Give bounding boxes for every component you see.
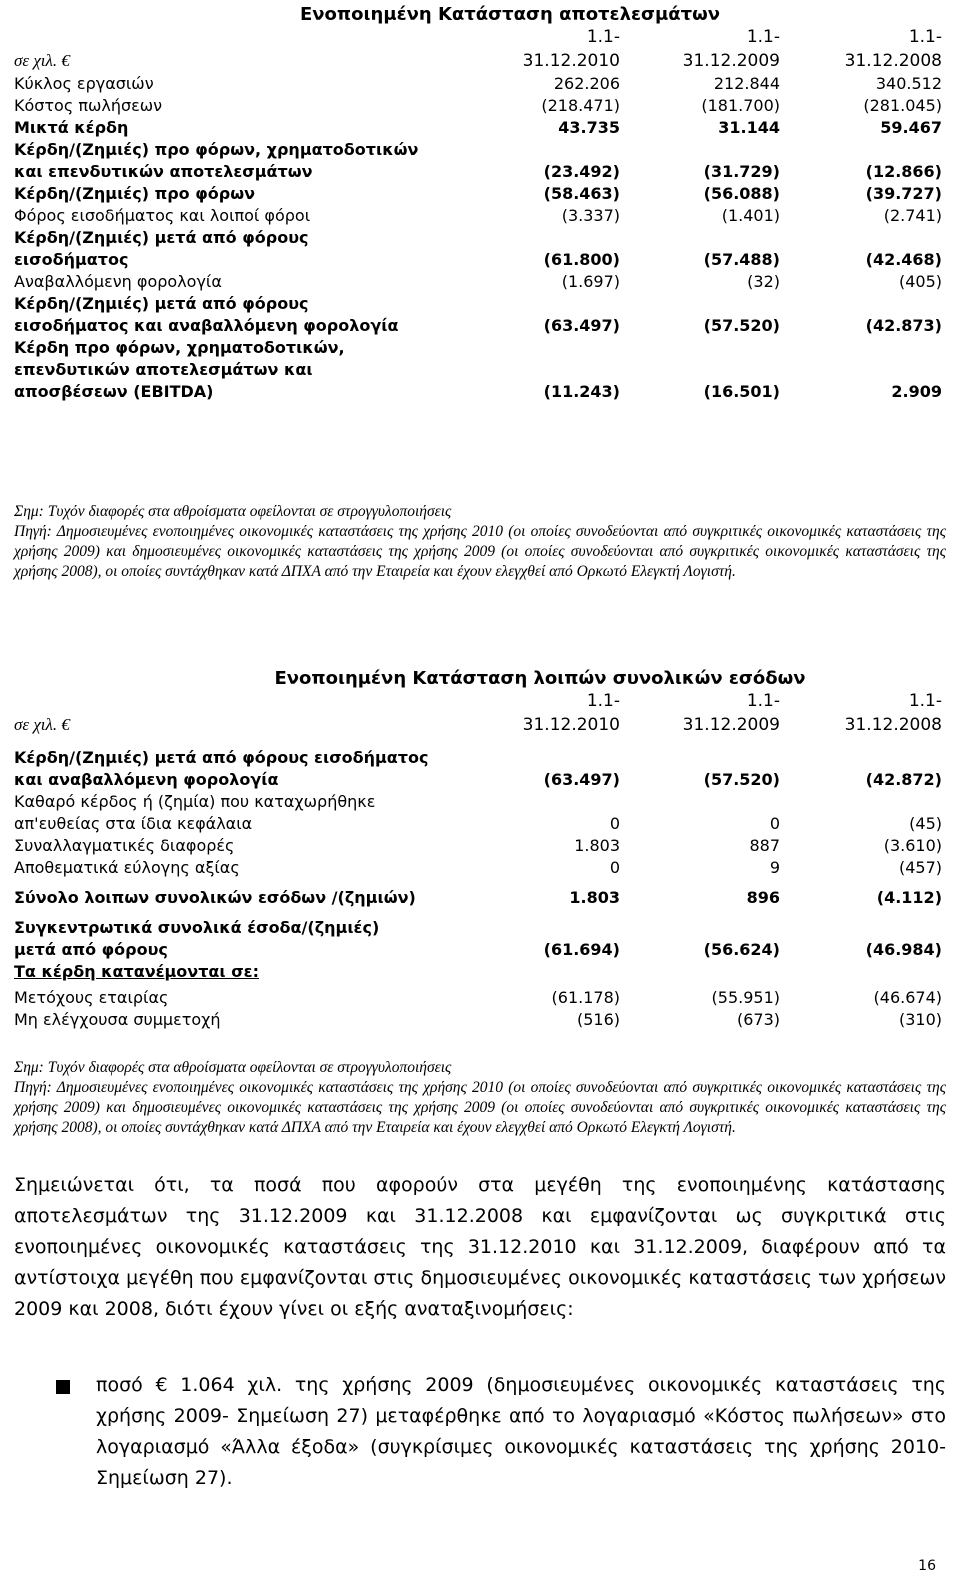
cell-value: 896 [746, 888, 780, 907]
row-label: Μη ελέγχουσα συμμετοχή [14, 1010, 221, 1029]
cell-value: (42.872) [865, 770, 942, 789]
income-statement-notes [14, 502, 946, 582]
row-label: Κέρδη/(Ζημιές) μετά από φόρους εισοδήματος [14, 228, 309, 269]
cell-value: 212.844 [713, 74, 780, 93]
cell-value: (12.866) [865, 162, 942, 181]
cell-value: 59.467 [880, 118, 942, 137]
table-row [14, 909, 946, 961]
table-row [14, 95, 946, 117]
cell-value: (31.729) [703, 162, 780, 181]
column-header: 1.1- 31.12.2009 [682, 691, 780, 735]
table-row [14, 227, 946, 271]
cell-value: (673) [736, 1010, 780, 1029]
header-row [14, 25, 946, 73]
cell-value: (56.624) [703, 940, 780, 959]
row-label: Καθαρό κέρδος ή (ζημία) που καταχωρήθηκε απ'ευθείας στα ίδια κεφάλαια [14, 792, 376, 833]
comprehensive-income-notes [14, 1058, 946, 1138]
cell-value: (61.694) [543, 940, 620, 959]
row-label: Κέρδη προ φόρων, χρηματοδοτικών, επενδυτικών αποτελεσμάτων και αποσβέσεων (EBITDA) [14, 338, 345, 401]
cell-value: 1.803 [574, 836, 620, 855]
rounding-note: Σημ: Τυχόν διαφορές στα αθροίσματα οφείλονται σε στρογγυλοποιήσεις [14, 503, 452, 520]
row-label: Κέρδη/(Ζημιές) προ φόρων [14, 184, 256, 203]
row-label: Συγκεντρωτικά συνολικά έσοδα/(ζημιές) μετά από φόρους [14, 918, 380, 959]
cell-value: (405) [898, 272, 942, 291]
cell-value: (42.468) [865, 250, 942, 269]
cell-value: (1.401) [721, 206, 780, 225]
table-row [14, 271, 946, 293]
header-row [14, 689, 946, 737]
bullet-text: ποσό € 1.064 χιλ. της χρήσης 2009 (δημοσιευμένες οικονομικές καταστάσεις της χρήσης 2009- Σημείωση 27) μεταφέρθηκε από το λογαριασμό «Κόστος πωλήσεων» στο λογαριασμό «Άλλα έξοδα» (συγκρίσιμες οικονομικές καταστάσεις της χρήσης 2010- Σημείωση 27). [96, 1374, 946, 1489]
table-row [14, 337, 946, 403]
cell-value: (63.497) [543, 770, 620, 789]
source-note: Πηγή: Δημοσιευμένες ενοποιημένες οικονομικές καταστάσεις της χρήσης 2010 (οι οποίες συνοδεύονται από συγκριτικές οικονομικές καταστάσεις της χρήσης 2009) και δημοσιευμένες οικονομικές καταστάσεις της χρήσης 2009 (οι οποίες συνοδεύονται από συγκριτικές οικονομικές καταστάσεις της χρήσης 2008), οι οποίες συντάχθηκαν κατά ΔΠΧΑ από την Εταιρεία και έχουν ελεγχθεί από Ορκωτό Ελεγκτή Λογιστή. [14, 1079, 946, 1136]
row-label: Φόρος εισοδήματος και λοιποί φόροι [14, 206, 311, 225]
cell-value: (57.520) [703, 770, 780, 789]
column-header: 1.1- 31.12.2009 [682, 27, 780, 71]
table-row [14, 73, 946, 95]
table-row [14, 293, 946, 337]
cell-value: (16.501) [703, 382, 780, 401]
table-row [14, 835, 946, 857]
page-number: 16 [918, 1558, 936, 1574]
income-statement-title: Ενοποιημένη Κατάσταση αποτελεσμάτων [299, 4, 720, 25]
cell-value: (457) [898, 858, 942, 877]
source-note: Πηγή: Δημοσιευμένες ενοποιημένες οικονομικές καταστάσεις της χρήσης 2010 (οι οποίες συνοδεύονται από συγκριτικές οικονομικές καταστάσεις της χρήσης 2009) και δημοσιευμένες οικονομικές καταστάσεις της χρήσης 2009 (οι οποίες συνοδεύονται από συγκριτικές οικονομικές καταστάσεις της χρήσης 2008), οι οποίες συντάχθηκαν κατά ΔΠΧΑ από την Εταιρεία και έχουν ελεγχθεί από Ορκωτό Ελεγκτή Λογιστή. [14, 523, 946, 580]
cell-value: 9 [769, 858, 780, 877]
cell-value: (39.727) [865, 184, 942, 203]
cell-value: 0 [609, 858, 620, 877]
cell-value: (1.697) [561, 272, 620, 291]
row-label: Κύκλος εργασιών [14, 74, 154, 93]
row-label: Τα κέρδη κατανέμονται σε: [14, 962, 259, 981]
cell-value: 2.909 [891, 382, 942, 401]
cell-value: (281.045) [863, 96, 942, 115]
rounding-note: Σημ: Τυχόν διαφορές στα αθροίσματα οφείλονται σε στρογγυλοποιήσεις [14, 1059, 452, 1076]
reclassification-paragraph: Σημειώνεται ότι, τα ποσά που αφορούν στα μεγέθη της ενοποιημένης κατάστασης αποτελεσμάτων της 31.12.2009 και 31.12.2008 και εμφανίζονται ως συγκριτικά στις ενοποιημένες οικονομικές καταστάσεις της 31.12.2010 και 31.12.2009, διαφέρουν από τα αντίστοιχα μεγέθη που εμφανίζονται στις δημοσιευμένες οικονομικές καταστάσεις των χρήσεων 2009 και 2008, διότι έχουν γίνει οι εξής αναταξινομήσεις: [14, 1174, 946, 1320]
cell-value: (57.520) [703, 316, 780, 335]
row-label: Κόστος πωλήσεων [14, 96, 163, 115]
comprehensive-income-table [14, 668, 946, 1031]
row-label: Σύνολο λοιπων συνολικών εσόδων /(ζημιών) [14, 888, 416, 907]
income-statement-table [14, 4, 946, 403]
row-label: Κέρδη/(Ζημιές) μετά από φόρους εισοδήματος και αναβαλλόμενη φορολογία [14, 748, 429, 789]
row-label: Συναλλαγματικές διαφορές [14, 836, 235, 855]
bullet-marker [56, 1380, 70, 1394]
cell-value: (42.873) [865, 316, 942, 335]
comprehensive-income-title: Ενοποιημένη Κατάσταση λοιπών συνολικών εσόδων [274, 668, 806, 689]
cell-value: 1.803 [569, 888, 620, 907]
cell-value: 887 [749, 836, 780, 855]
cell-value: 31.144 [718, 118, 780, 137]
cell-value: (181.700) [701, 96, 780, 115]
row-label: Αποθεματικά εύλογης αξίας [14, 858, 240, 877]
cell-value: (56.088) [703, 184, 780, 203]
unit-label: σε χιλ. € [14, 51, 70, 70]
cell-value: 340.512 [875, 74, 942, 93]
column-header: 1.1- 31.12.2008 [844, 691, 942, 735]
cell-value: (218.471) [541, 96, 620, 115]
cell-value: (45) [909, 814, 942, 833]
column-header: 1.1- 31.12.2010 [522, 691, 620, 735]
cell-value: (61.178) [551, 988, 620, 1007]
table-row [14, 117, 946, 139]
cell-value: 262.206 [553, 74, 620, 93]
cell-value: (63.497) [543, 316, 620, 335]
cell-value: (61.800) [543, 250, 620, 269]
cell-value: (310) [898, 1010, 942, 1029]
cell-value: (46.674) [873, 988, 942, 1007]
cell-value: (3.610) [883, 836, 942, 855]
column-header: 1.1- 31.12.2008 [844, 27, 942, 71]
table-row [14, 791, 946, 835]
table-row [14, 961, 946, 983]
cell-value: (3.337) [561, 206, 620, 225]
row-label: Μετόχους εταιρίας [14, 988, 169, 1007]
table-row [14, 737, 946, 791]
table-row [14, 1009, 946, 1031]
cell-value: (57.488) [703, 250, 780, 269]
cell-value: 43.735 [558, 118, 620, 137]
table-row [14, 183, 946, 205]
column-header: 1.1- 31.12.2010 [522, 27, 620, 71]
row-label: Μικτά κέρδη [14, 118, 129, 137]
row-label: Κέρδη/(Ζημιές) μετά από φόρους εισοδήματος και αναβαλλόμενη φορολογία [14, 294, 399, 335]
cell-value: (55.951) [711, 988, 780, 1007]
cell-value: (32) [747, 272, 780, 291]
cell-value: (46.984) [865, 940, 942, 959]
table-row [14, 983, 946, 1009]
cell-value: (23.492) [543, 162, 620, 181]
cell-value: (2.741) [883, 206, 942, 225]
cell-value: (4.112) [876, 888, 942, 907]
unit-label: σε χιλ. € [14, 715, 70, 734]
cell-value: (58.463) [543, 184, 620, 203]
table-row [14, 205, 946, 227]
cell-value: 0 [609, 814, 620, 833]
table-row [14, 879, 946, 909]
table-row [14, 139, 946, 183]
table-row [14, 857, 946, 879]
cell-value: (516) [576, 1010, 620, 1029]
row-label: Αναβαλλόμενη φορολογία [14, 272, 222, 291]
cell-value: 0 [769, 814, 780, 833]
row-label: Κέρδη/(Ζημιές) προ φόρων, χρηματοδοτικών και επενδυτικών αποτελεσμάτων [14, 140, 419, 181]
cell-value: (11.243) [543, 382, 620, 401]
